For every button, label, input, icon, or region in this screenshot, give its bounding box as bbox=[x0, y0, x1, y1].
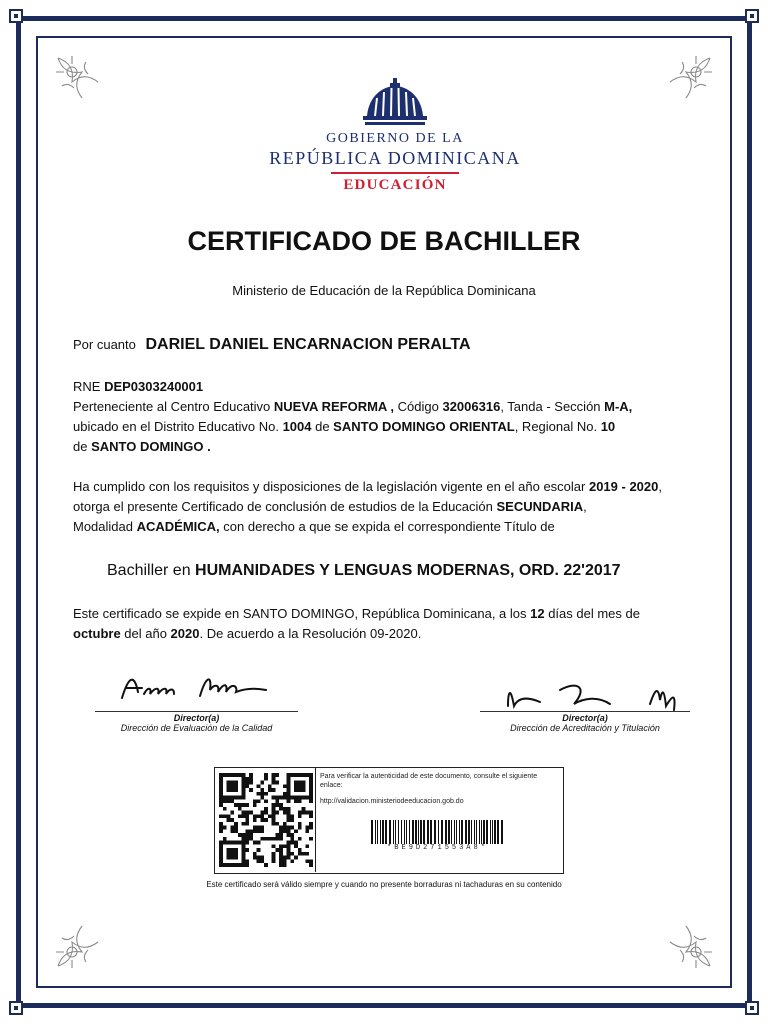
requirements-text: Ha cumplido con los requisitos y disposiciones de la legislación vigente en el año escolar bbox=[73, 479, 589, 494]
modality: ACADÉMICA, bbox=[136, 519, 220, 534]
verification-divider bbox=[315, 768, 316, 872]
school-code: 32006316 bbox=[442, 399, 501, 414]
issuance-paragraph bbox=[73, 604, 698, 644]
signer-title: Director(a) bbox=[173, 713, 220, 723]
requirements-text: , bbox=[583, 499, 587, 514]
degree-line bbox=[107, 562, 621, 580]
certificate-title: CERTIFICADO DE BACHILLER bbox=[187, 226, 581, 256]
district-text: ubicado en el Distrito Educativo No. bbox=[73, 419, 283, 434]
rne-line bbox=[73, 377, 698, 397]
issuance-day: 12 bbox=[530, 606, 545, 621]
verification-url[interactable]: http://validacion.ministeriodeeducacion.gob.do bbox=[320, 798, 464, 805]
requirements-text: , otorga el presente Certificado de conclusión de estudios de la Educación bbox=[73, 479, 662, 514]
corner-ornament-icon bbox=[658, 914, 716, 972]
regional-text: de bbox=[73, 439, 92, 454]
school-name: NUEVA REFORMA , bbox=[273, 399, 395, 414]
barcode-icon bbox=[370, 820, 505, 844]
por-cuanto-label: Por cuanto bbox=[73, 337, 136, 352]
signature-label-left bbox=[95, 713, 298, 733]
signature-label-right bbox=[480, 713, 690, 733]
signer-department: Dirección de Acreditación y Titulación bbox=[510, 723, 660, 733]
rne-value: DEP0303240001 bbox=[104, 379, 204, 394]
signature-icon bbox=[118, 668, 288, 708]
requirements-text: Modalidad bbox=[73, 519, 137, 534]
school-text: Perteneciente al Centro Educativo bbox=[73, 399, 274, 414]
school-year: 2019 - 2020 bbox=[588, 479, 659, 494]
district-text: de bbox=[311, 419, 334, 434]
school-block bbox=[73, 377, 698, 457]
validity-note: Este certificado será válido siempre y cuando no presente borraduras ni tachaduras en su contenido bbox=[206, 880, 562, 889]
logo-red-rule bbox=[331, 172, 459, 174]
corner-square-icon bbox=[9, 9, 23, 23]
school-line-2 bbox=[73, 417, 698, 437]
education-level: SECUNDARIA bbox=[496, 499, 584, 514]
verification-text: Para verificar la autenticidad de este documento, consulte el siguiente enlace: bbox=[320, 773, 538, 789]
regional-name: SANTO DOMINGO . bbox=[91, 439, 211, 454]
school-line-3 bbox=[73, 437, 698, 457]
corner-ornament-icon bbox=[52, 52, 110, 110]
issuance-year: 2020 bbox=[170, 626, 200, 641]
district-number: 1004 bbox=[282, 419, 312, 434]
qr-code-icon[interactable] bbox=[219, 770, 313, 870]
verification-box bbox=[214, 767, 564, 874]
signer-department: Dirección de Evaluación de la Calidad bbox=[120, 723, 273, 733]
capitol-dome-icon bbox=[363, 76, 427, 128]
school-text: Código bbox=[394, 399, 443, 414]
recipient-line bbox=[73, 336, 471, 354]
logo-line-republica: REPÚBLICA DOMINICANA bbox=[269, 148, 521, 168]
signature-line-right bbox=[480, 711, 690, 712]
rne-label: RNE bbox=[73, 379, 101, 394]
degree-prefix: Bachiller en bbox=[107, 562, 196, 579]
school-section: M-A, bbox=[604, 399, 633, 414]
issuance-text: . De acuerdo a la Resolución 09-2020. bbox=[199, 626, 422, 641]
government-logo bbox=[250, 76, 540, 198]
degree-program: HUMANIDADES Y LENGUAS MODERNAS, ORD. 22'2017 bbox=[195, 562, 621, 579]
signature-icon bbox=[500, 676, 690, 714]
corner-ornament-icon bbox=[658, 52, 716, 110]
corner-square-icon bbox=[9, 1001, 23, 1015]
issuance-month: octubre bbox=[73, 626, 121, 641]
logo-line-educacion: EDUCACIÓN bbox=[343, 177, 447, 193]
corner-ornament-icon bbox=[52, 914, 110, 972]
requirements-paragraph bbox=[73, 477, 698, 537]
regional-number: 10 bbox=[600, 419, 616, 434]
requirements-text: con derecho a que se expida el correspondiente Título de bbox=[219, 519, 555, 534]
school-line-1 bbox=[73, 397, 698, 417]
issuance-text: días del mes de bbox=[544, 606, 640, 621]
barcode-number: *BE9D271553A8* bbox=[387, 844, 488, 852]
corner-square-icon bbox=[745, 1001, 759, 1015]
corner-square-icon bbox=[745, 9, 759, 23]
issuance-text: Este certificado se expide en SANTO DOMINGO, República Dominicana, a los bbox=[73, 606, 531, 621]
issuance-text: del año bbox=[120, 626, 171, 641]
logo-line-gobierno: GOBIERNO DE LA bbox=[326, 131, 464, 146]
signer-title: Director(a) bbox=[562, 713, 608, 723]
signature-line-left bbox=[95, 711, 298, 712]
recipient-name: DARIEL DANIEL ENCARNACION PERALTA bbox=[145, 336, 471, 353]
district-text: , Regional No. bbox=[514, 419, 601, 434]
certificate-subtitle: Ministerio de Educación de la República Dominicana bbox=[232, 283, 536, 298]
district-name: SANTO DOMINGO ORIENTAL bbox=[333, 419, 515, 434]
school-text: , Tanda - Sección bbox=[500, 399, 605, 414]
